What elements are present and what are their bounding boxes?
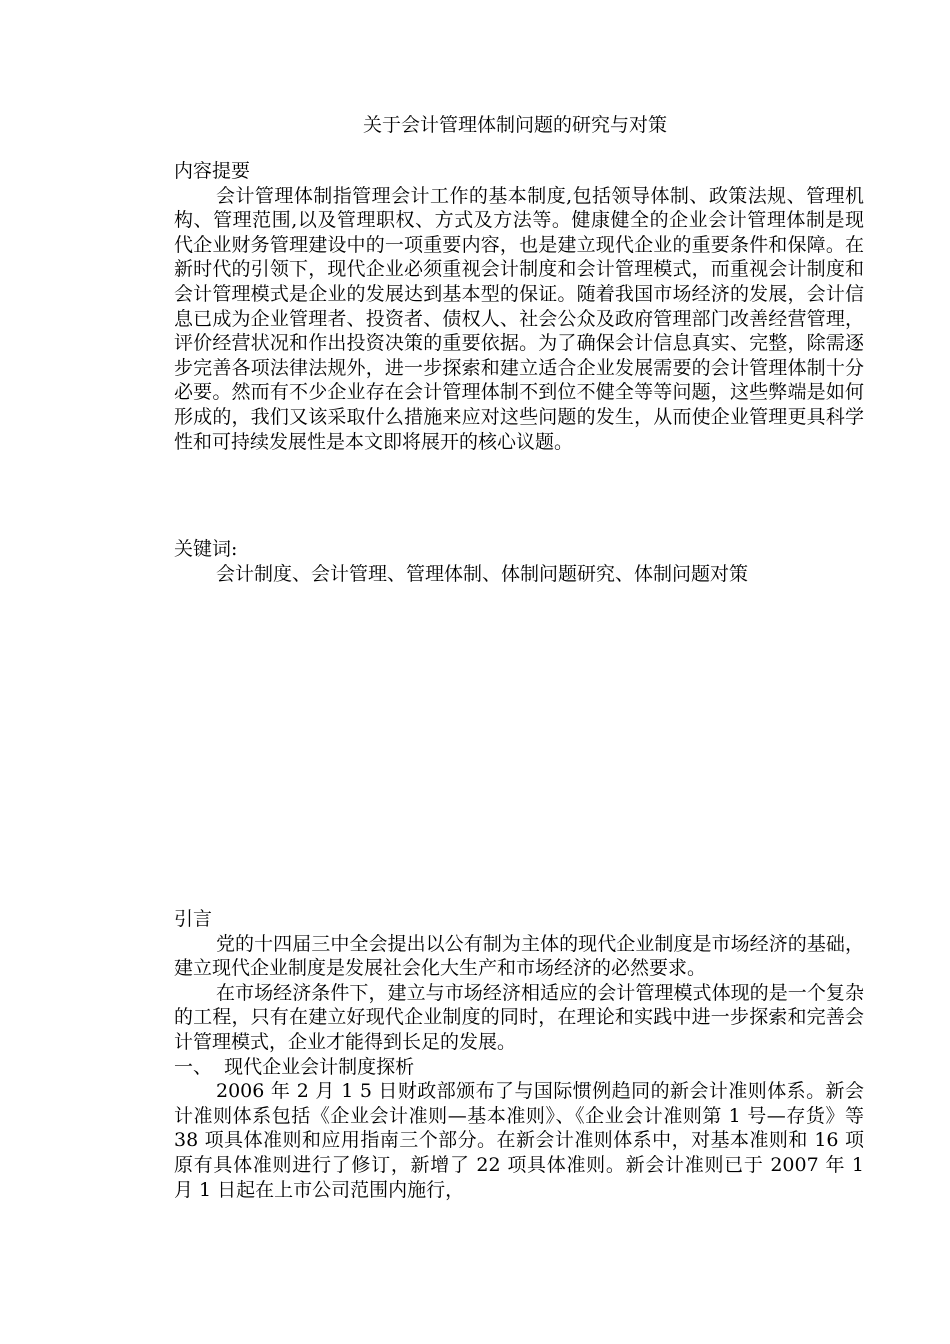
keywords-text: 会计制度、会计管理、管理体制、体制问题研究、体制问题对策 <box>216 562 749 585</box>
document-title: 关于会计管理体制问题的研究与对策 <box>362 114 667 136</box>
abstract-text: 会计管理体制指管理会计工作的基本制度,包括领导体制、政策法规、管理机构、管理范围,以及管理职权、方式及方法等。健康健全的企业会计管理体制是现代企业财务管理建设中的一项重要内容，也是建立现代企业的重要条件和保障。在新时代的引领下，现代企业必须重视会计制度和会计管理模式，而重视会计制度和会计管理模式是企业的发展达到基本型的保证。随着我国市场经济的发展，会计信息已成为企业管理者、投资者、债权人、社会公众及政府管理部门改善经营管理，评价经营状况和作出投资决策的重要依据。为了确保会计信息真实、完整，除需逐步完善各项法律法规外，进一步探索和建立适合企业发展需要的会计管理体制十分必要。然而有不少企业存在会计管理体制不到位不健全等等问题，这些弊端是如何形成的，我们又该采取什么措施来应对这些问题的发生，从而使企业管理更具科学性和可持续发展性是本文即将展开的核心议题。 <box>174 184 864 453</box>
introduction-paragraph-1: 党的十四届三中全会提出以公有制为主体的现代企业制度是市场经济的基础，建立现代企业制度是发展社会化大生产和市场经济的必然要求。 <box>174 932 864 980</box>
introduction-paragraph-2: 在市场经济条件下，建立与市场经济相适应的会计管理模式体现的是一个复杂的工程，只有在建立好现代企业制度的同时，在理论和实践中进一步探索和完善会计管理模式，企业才能得到长足的发展。 <box>174 981 864 1053</box>
abstract-section <box>174 159 864 454</box>
keywords-section <box>174 537 864 586</box>
abstract-heading: 内容提要 <box>174 160 251 182</box>
introduction-section <box>174 907 864 1202</box>
section-1-paragraph-1: 2006 年 2 月 1 5 日财政部颁布了与国际惯例趋同的新会计准则体系。新会计准则体系包括《企业会计准则—基本准则》、《企业会计准则第 1 号—存货》等 38 项具体准则和应用指南三个部分。在新会计准则体系中，对基本准则和 16 项原有具体准则进行了修订，新增了 22 项具体准则。新会计准则已于 2007 年 1 月 1 日起在上市公司范围内施行， <box>174 1080 864 1201</box>
keywords-label: 关键词: <box>174 538 238 560</box>
introduction-heading: 引言 <box>174 908 213 930</box>
section-1-heading: 一、 现代企业会计制度探析 <box>174 1055 415 1078</box>
